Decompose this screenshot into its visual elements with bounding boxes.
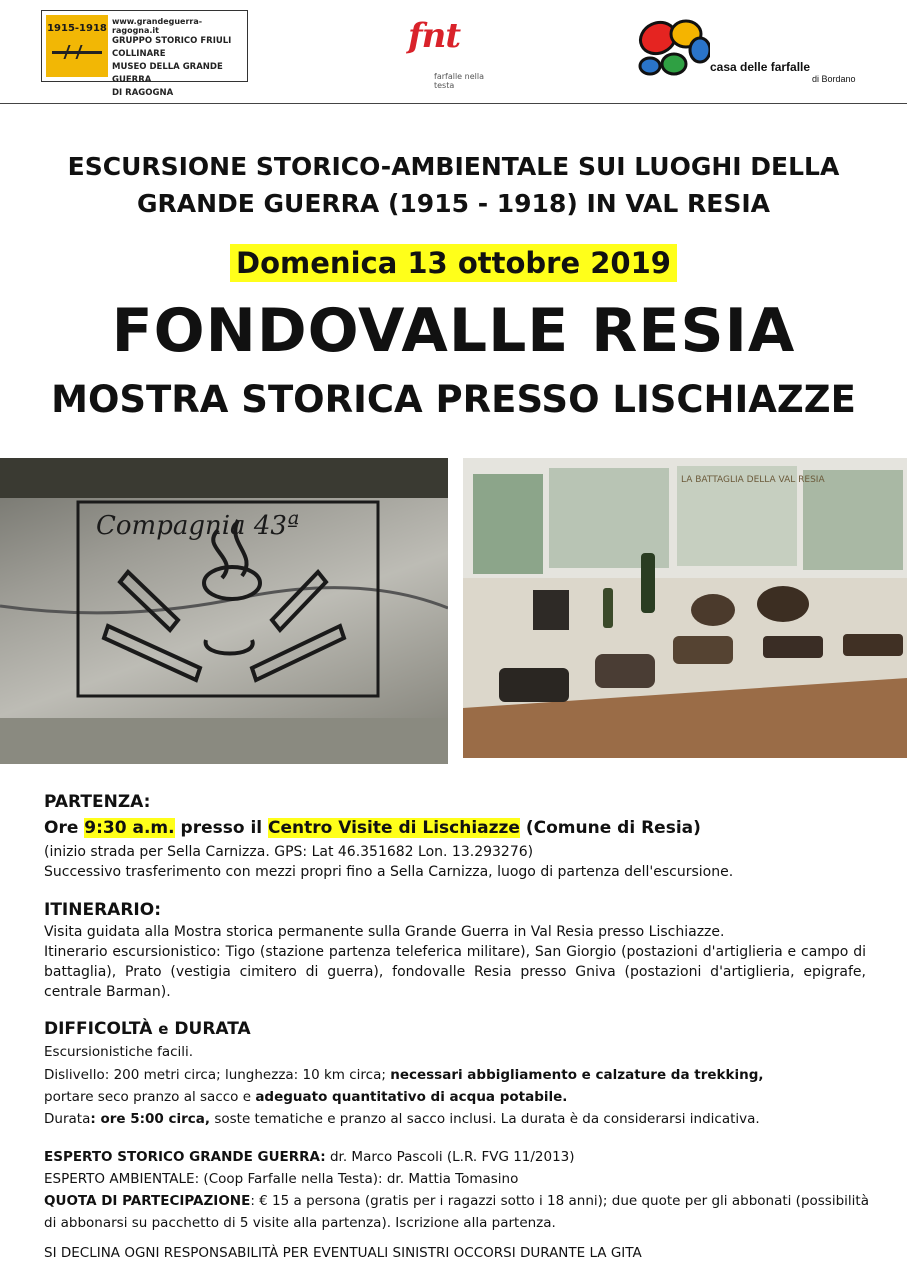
exhibit-subtitle: MOSTRA STORICA PRESSO LISCHIAZZE: [51, 378, 856, 421]
event-date: Domenica 13 ottobre 2019: [230, 244, 677, 282]
inscription-drawing: [0, 458, 448, 764]
location-title: FONDOVALLE RESIA: [111, 296, 796, 366]
difficolta-heading: DIFFICOLTÀ e DURATA: [44, 1019, 251, 1039]
partenza-heading: PARTENZA:: [44, 792, 151, 812]
esperto-ambientale-line: ESPERTO AMBIENTALE: (Coop Farfalle nella Testa): dr. Mattia Tomasino: [44, 1171, 519, 1187]
logo-years: 1915-1918: [47, 23, 107, 34]
casa-farfalle-subtitle: di Bordano: [812, 74, 856, 84]
disclaimer: SI DECLINA OGNI RESPONSABILITÀ PER EVENTUALI SINISTRI OCCORSI DURANTE LA GITA: [44, 1245, 642, 1261]
durata-line: Durata: ore 5:00 circa, soste tematiche e pranzo al sacco inclusi. La durata è da considerarsi indicativa.: [44, 1111, 760, 1127]
difficulty-level: Escursionistiche facili.: [44, 1044, 194, 1060]
butterfly-icon: [636, 16, 710, 78]
casa-delle-farfalle-logo: [636, 16, 866, 84]
casa-farfalle-title: casa delle farfalle: [710, 60, 811, 74]
fnt-mark: fnt: [408, 16, 461, 56]
logo-bar: [0, 0, 907, 104]
itinerario-route: Itinerario escursionistico: Tigo (stazione partenza teleferica militare), San Giorgio (postazioni d'artiglieria e campo di battaglia), Prato (vestigia cimitero di guerra), fondovalle Resia presso Gniva (postazioni d'artiglieria, epigrafe, centrale Barman).: [44, 944, 866, 1000]
portare-line: portare seco pranzo al sacco e adeguato quantitativo di acqua potabile.: [44, 1089, 568, 1105]
logo-name: GRUPPO STORICO FRIULI COLLINARE MUSEO DELLA GRANDE GUERRA DI RAGOGNA: [112, 36, 232, 98]
exhibit-photo: [463, 458, 907, 758]
inscription-photo: [0, 458, 448, 764]
barbed-wire-badge: [46, 15, 108, 77]
exhibit-banner: LA BATTAGLIA DELLA VAL RESIA: [681, 475, 825, 485]
esperto-storico-line: ESPERTO STORICO GRANDE GUERRA: dr. Marco Pascoli (L.R. FVG 11/2013): [44, 1149, 575, 1165]
itinerario-visita: Visita guidata alla Mostra storica permanente sulla Grande Guerra in Val Resia presso Lischiazze.: [44, 924, 725, 940]
dislivello-line: Dislivello: 200 metri circa; lunghezza: 10 km circa; necessari abbigliamento e calzature da trekking,: [44, 1067, 764, 1083]
logo-url: www.grandeguerra-ragogna.it: [112, 17, 203, 35]
departure-time: 9:30 a.m.: [84, 818, 175, 838]
exhibit-drawing: [463, 458, 907, 758]
departure-place: Centro Visite di Lischiazze: [268, 818, 520, 838]
transfer-info: Successivo trasferimento con mezzi propri fino a Sella Carnizza, luogo di partenza dell'escursione.: [44, 864, 734, 880]
museo-grande-guerra-logo: [41, 10, 248, 98]
fnt-subtitle: farfalle nella testa: [434, 72, 484, 90]
departure-line: Ore 9:30 a.m. presso il Centro Visite di Lischiazze (Comune di Resia): [44, 818, 701, 838]
event-date-wrap: [0, 244, 907, 282]
gps-info: (inizio strada per Sella Carnizza. GPS: Lat 46.351682 Lon. 13.293276): [44, 844, 534, 860]
quota-line: QUOTA DI PARTECIPAZIONE: € 15 a persona (gratis per i ragazzi sotto i 18 anni); due quote per gli abbonati (possibilità di abbonarsi su pacchetto di 5 visite alla partenza). Iscrizione alla partenza.: [44, 1193, 869, 1231]
farfalle-nella-testa-logo: [404, 14, 504, 90]
itinerario-heading: ITINERARIO:: [44, 900, 161, 920]
inscription-text: Compagnia 43ª: [96, 511, 300, 541]
event-title: ESCURSIONE STORICO-AMBIENTALE SUI LUOGHI DELLA GRANDE GUERRA (1915 - 1918) IN VAL RESIA: [67, 152, 840, 218]
